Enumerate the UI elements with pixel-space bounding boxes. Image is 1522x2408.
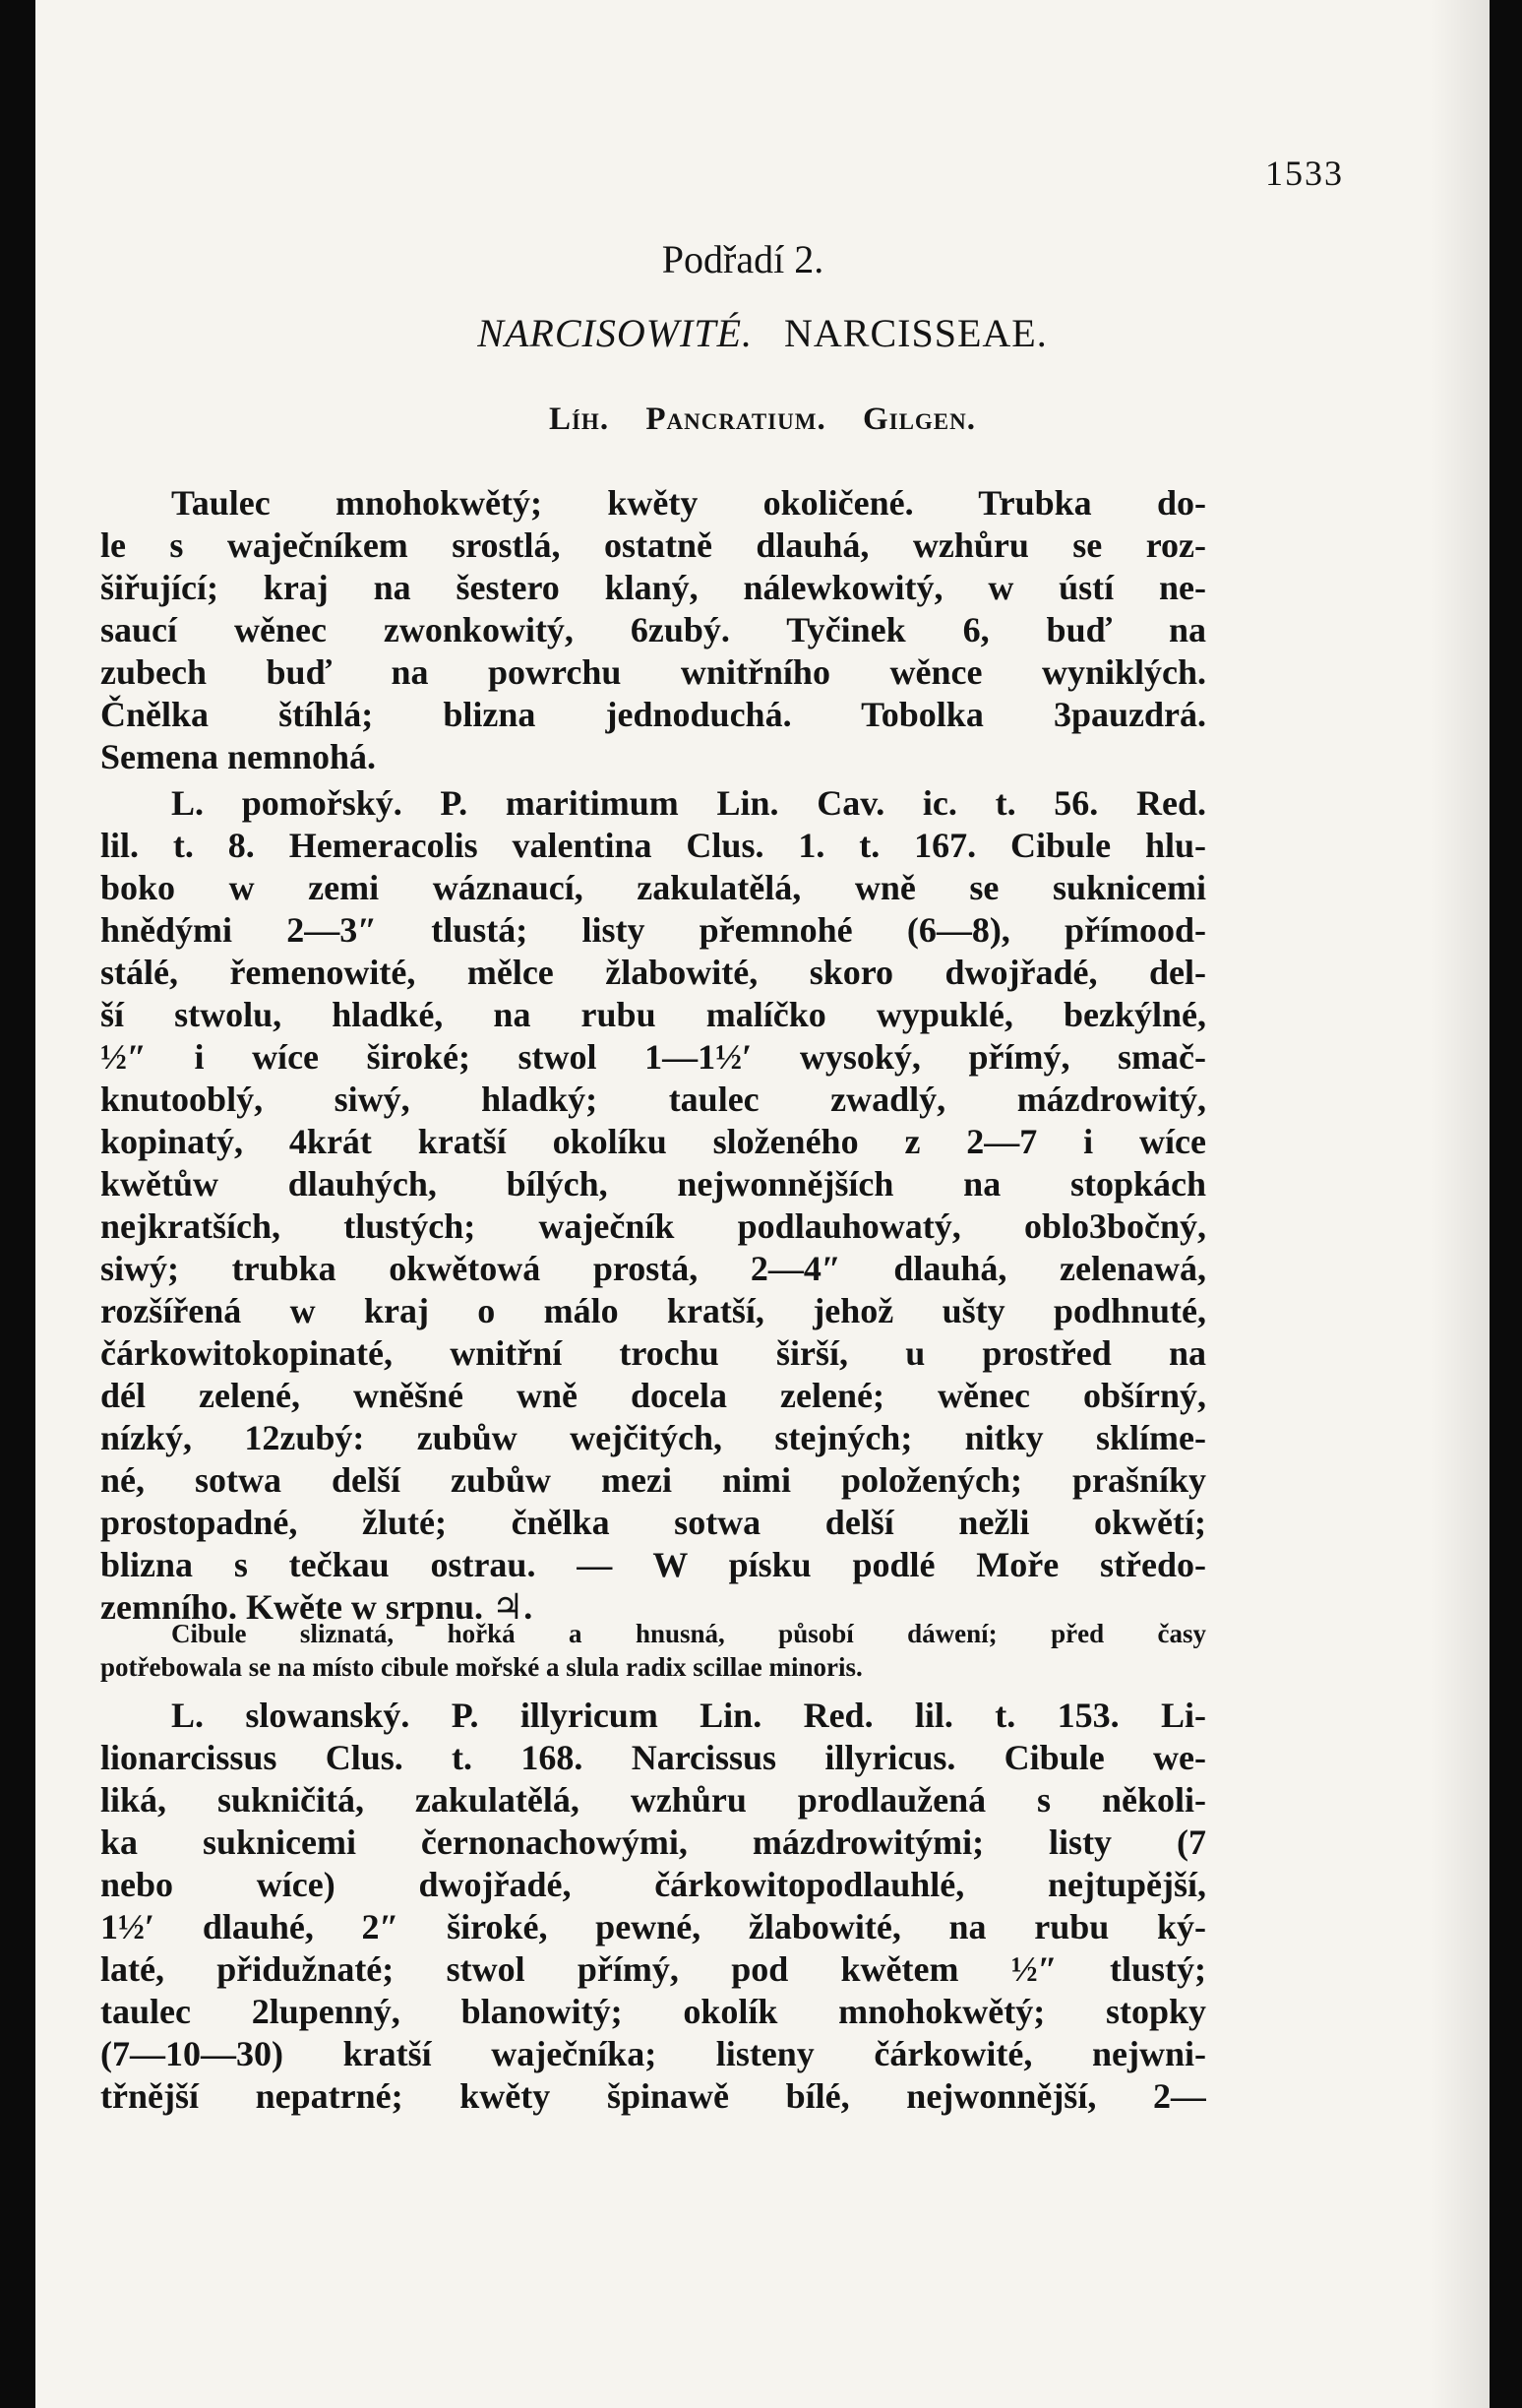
text-line: liká, sukničitá, zakulatělá, wzhůru prodlaužená s několi- [100, 1780, 1206, 1820]
page-number: 1533 [1265, 154, 1344, 193]
text-line: ka suknicemi černonachowými, mázdrowitými; listy (7 [100, 1822, 1206, 1862]
text-line: nejkratších, tlustých; waječník podlauhowatý, oblo3bočný, [100, 1206, 1206, 1246]
text-line: třnější nepatrné; kwěty špinawě bílé, nejwonnější, 2— [100, 2076, 1206, 2116]
text-line: knutooblý, siwý, hladký; taulec zwadlý, mázdrowitý, [100, 1080, 1206, 1119]
text-line: L. slowanský. P. illyricum Lin. Red. lil. t. 153. Li- [171, 1696, 1206, 1735]
text-line: Taulec mnohokwětý; kwěty okoličené. Trubka do- [171, 483, 1206, 523]
usage-note [100, 1617, 1206, 1684]
order-name-latin: NARCISSEAE. [784, 311, 1048, 355]
text-line: saucí wěnec zwonkowitý, 6zubý. Tyčinek 6, buď na [100, 610, 1206, 649]
text-line: siwý; trubka okwětowá prostá, 2—4″ dlauhá, zelenawá, [100, 1249, 1206, 1288]
text-line: L. pomořský. P. maritimum Lin. Cav. ic. t. 56. Red. [171, 783, 1206, 823]
order-heading [35, 310, 1490, 356]
text-line: stálé, řemenowité, mělce žlabowité, skoro dwojřadé, del- [100, 953, 1206, 992]
text-line: Čnělka štíhlá; blizna jednoduchá. Tobolka 3pauzdrá. [100, 695, 1206, 734]
note-line: potřebowala se na místo cibule mořské a slula radix scillae minoris. [100, 1652, 863, 1682]
text-line: boko w zemi wáznaucí, zakulatělá, wně se suknicemi [100, 868, 1206, 907]
text-line: šiřující; kraj na šestero klaný, nálewkowitý, w ústí ne- [100, 568, 1206, 607]
subdivision-heading: Podřadí 2. [661, 237, 824, 281]
genus-name-latin: Pancratium. [645, 401, 826, 437]
species-maritimum [100, 782, 1206, 1629]
text-line: né, sotwa delší zubůw mezi nimi položených; prašníky [100, 1460, 1206, 1500]
text-line: lil. t. 8. Hemeracolis valentina Clus. 1. t. 167. Cibule hlu- [100, 826, 1206, 865]
text-line: zemního. Kwěte w srpnu. ♃. [100, 1587, 533, 1627]
text-line: taulec 2lupenný, blanowitý; okolík mnohokwětý; stopky [100, 1992, 1206, 2031]
text-line: hnědými 2—3″ tlustá; listy přemnohé (6—8), přímood- [100, 910, 1206, 950]
genus-heading [35, 401, 1490, 438]
text-line: zubech buď na powrchu wnitřního wěnce wyniklých. [100, 652, 1206, 692]
text-line: kopinatý, 4krát kratší okolíku složeného z 2—7 i wíce [100, 1122, 1206, 1161]
genus-name-czech: Líh. [548, 401, 610, 437]
text-line: rozšířená w kraj o málo kratší, jehož ušty podhnuté, [100, 1291, 1206, 1330]
text-line: Semena nemnohá. [100, 737, 377, 776]
text-line: 1½′ dlauhé, 2″ široké, pewné, žlabowité, na rubu ký- [100, 1907, 1206, 1946]
text-line: nízký, 12zubý: zubůw wejčitých, stejných; nitky sklíme- [100, 1418, 1206, 1457]
book-page [35, 0, 1490, 2408]
text-line: ½″ i wíce široké; stwol 1—1½′ wysoký, přímý, smač- [100, 1037, 1206, 1077]
text-line: (7—10—30) kratší waječníka; listeny čárkowité, nejwni- [100, 2034, 1206, 2073]
text-line: lionarcissus Clus. t. 168. Narcissus illyricus. Cibule we- [100, 1738, 1206, 1777]
text-line: ší stwolu, hladké, na rubu malíčko wypuklé, bezkýlné, [100, 995, 1206, 1034]
text-line: le s waječníkem srostlá, ostatně dlauhá, wzhůru se roz- [100, 525, 1206, 565]
text-line: blizna s tečkau ostrau. — W písku podlé Moře středo- [100, 1545, 1206, 1584]
page-edge-shadow [1431, 0, 1490, 2408]
text-line: čárkowitokopinaté, wnitřní trochu širší, u prostřed na [100, 1333, 1206, 1373]
text-line: nebo wíce) dwojřadé, čárkowitopodlauhlé, nejtupější, [100, 1865, 1206, 1904]
species-illyricum [100, 1695, 1206, 2118]
note-line: Cibule sliznatá, hořká a hnusná, působí dáwení; před časy [171, 1619, 1206, 1648]
genus-description [100, 482, 1206, 778]
text-line: laté, přidužnaté; stwol přímý, pod kwětem ½″ tlustý; [100, 1949, 1206, 1989]
text-line: kwětůw dlauhých, bílých, nejwonnějších na stopkách [100, 1164, 1206, 1204]
order-name-czech: NARCISOWITÉ. [477, 311, 754, 355]
genus-name-german: Gilgen. [862, 401, 977, 437]
text-line: dél zelené, wněšné wně docela zelené; wěnec obšírný, [100, 1376, 1206, 1415]
text-line: prostopadné, žluté; čnělka sotwa delší nežli okwětí; [100, 1503, 1206, 1542]
